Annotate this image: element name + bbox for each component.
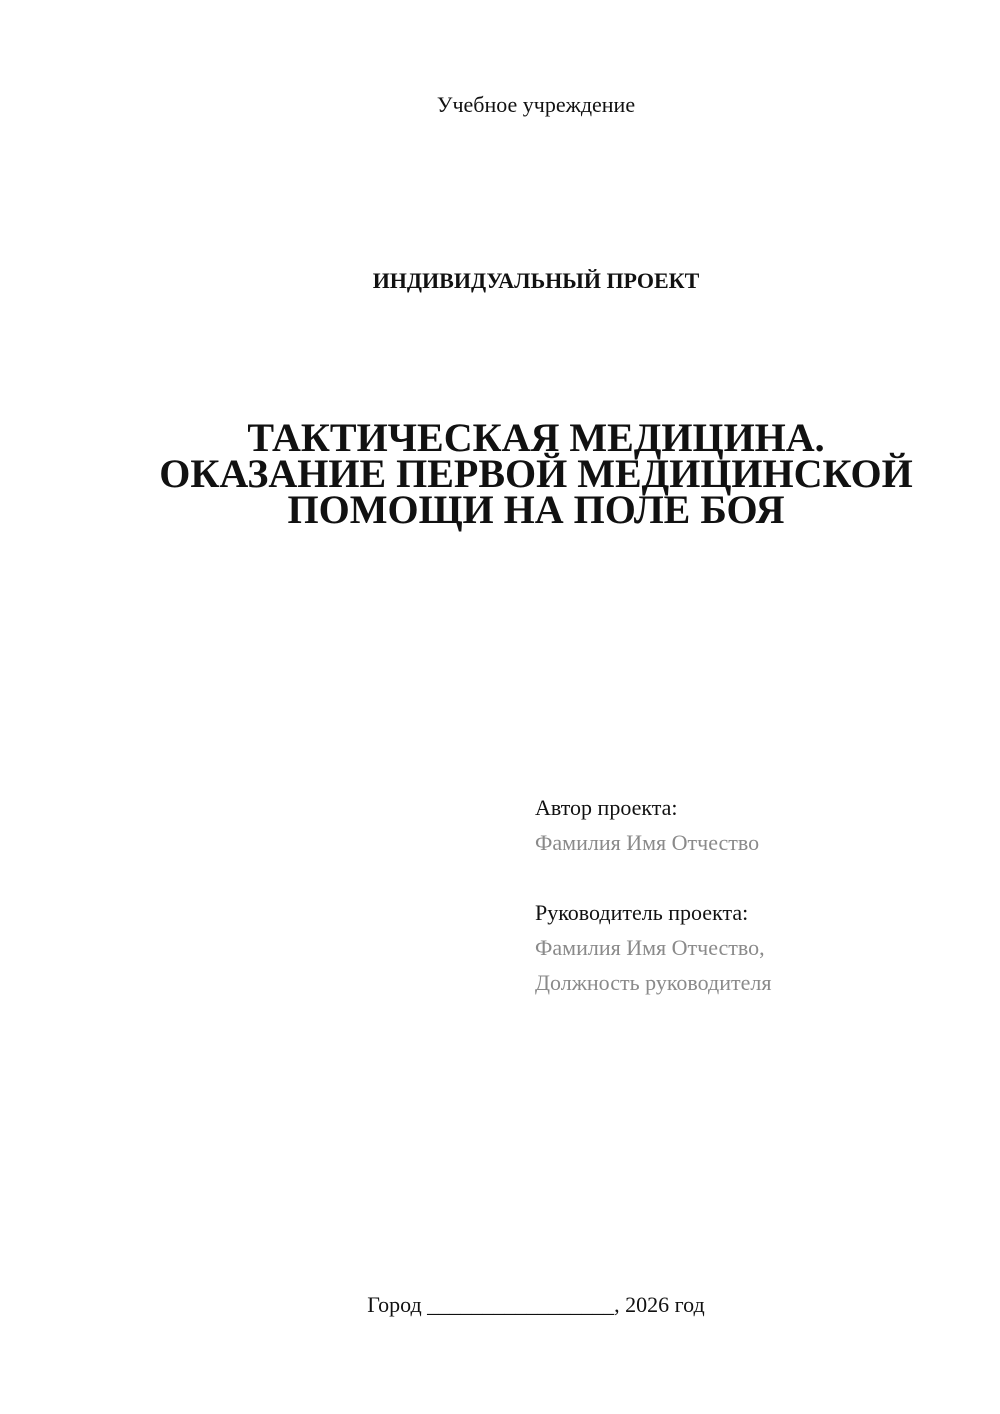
project-title-line: ТАКТИЧЕСКАЯ МЕДИЦИНА. <box>247 415 825 460</box>
supervisor-label: Руководитель проекта: <box>535 900 749 925</box>
author-name: Фамилия Имя Отчество <box>535 830 760 855</box>
author-label: Автор проекта: <box>535 795 678 820</box>
spacer <box>535 860 975 895</box>
credits-block <box>535 790 975 1000</box>
supervisor-position: Должность руководителя <box>535 970 772 995</box>
project-title-line: ОКАЗАНИЕ ПЕРВОЙ МЕДИЦИНСКОЙ <box>159 451 913 496</box>
institution-name: Учебное учреждение <box>436 92 636 117</box>
document-type: ИНДИВИДУАЛЬНЫЙ ПРОЕКТ <box>372 268 700 293</box>
supervisor-name: Фамилия Имя Отчество, <box>535 935 765 960</box>
city-year-line: Город _________________, 2026 год <box>367 1292 705 1317</box>
project-title-line: ПОМОЩИ НА ПОЛЕ БОЯ <box>287 487 785 532</box>
project-title <box>0 415 1000 532</box>
